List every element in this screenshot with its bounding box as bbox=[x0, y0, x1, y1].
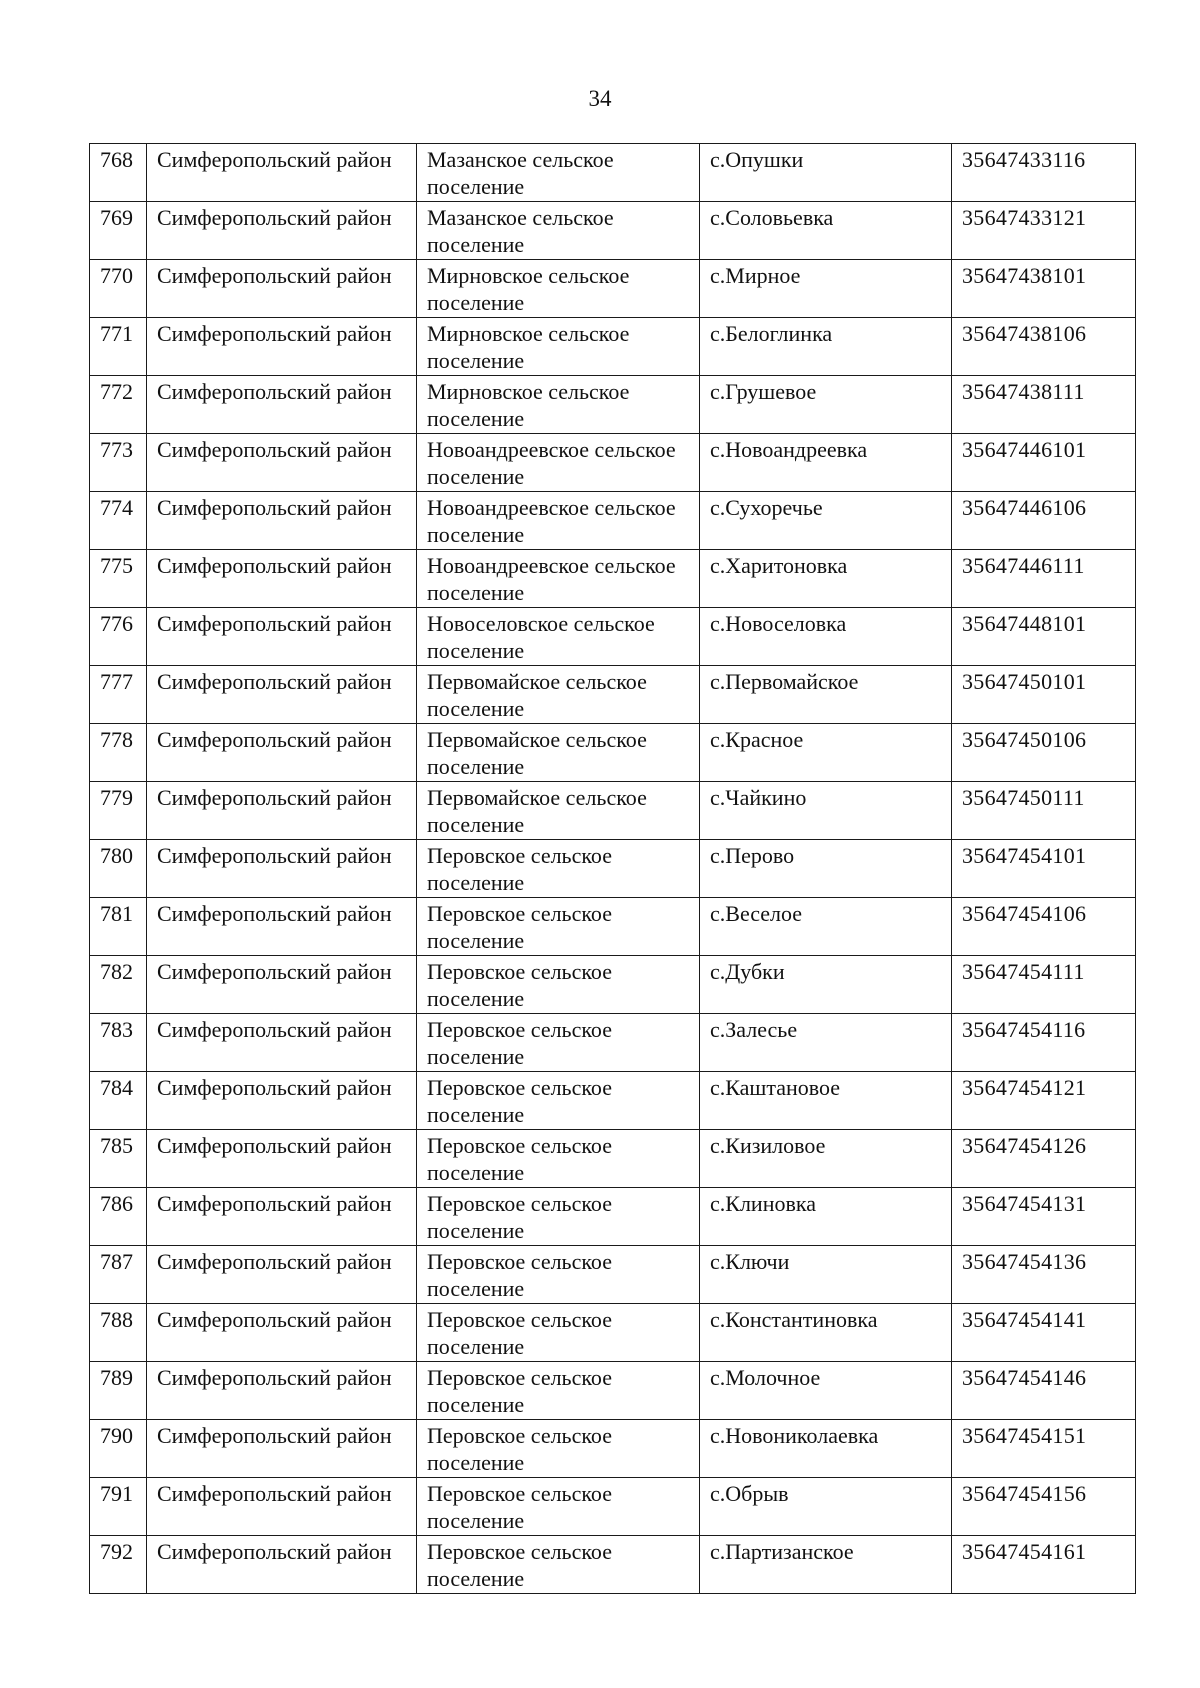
row-number-cell: 782 bbox=[90, 956, 147, 1014]
row-number-cell: 772 bbox=[90, 376, 147, 434]
settlement-cell: Новоандреевское сельское поселение bbox=[417, 550, 700, 608]
oktmo-code-cell: 35647454141 bbox=[952, 1304, 1136, 1362]
oktmo-code-cell: 35647446111 bbox=[952, 550, 1136, 608]
district-cell: Симферопольский район bbox=[147, 1246, 417, 1304]
district-cell: Симферопольский район bbox=[147, 840, 417, 898]
table-row bbox=[90, 724, 1136, 782]
locality-cell: с.Новоандреевка bbox=[700, 434, 952, 492]
locality-cell: с.Веселое bbox=[700, 898, 952, 956]
settlement-cell: Перовское сельское поселение bbox=[417, 1304, 700, 1362]
row-number-cell: 773 bbox=[90, 434, 147, 492]
table-row bbox=[90, 260, 1136, 318]
settlement-cell: Перовское сельское поселение bbox=[417, 1478, 700, 1536]
table-row bbox=[90, 898, 1136, 956]
oktmo-code-cell: 35647433121 bbox=[952, 202, 1136, 260]
settlement-cell: Мирновское сельское поселение bbox=[417, 260, 700, 318]
oktmo-code-cell: 35647454151 bbox=[952, 1420, 1136, 1478]
district-cell: Симферопольский район bbox=[147, 1014, 417, 1072]
settlement-cell: Перовское сельское поселение bbox=[417, 1014, 700, 1072]
row-number-cell: 774 bbox=[90, 492, 147, 550]
district-cell: Симферопольский район bbox=[147, 1362, 417, 1420]
locality-cell: с.Мирное bbox=[700, 260, 952, 318]
oktmo-code-cell: 35647438111 bbox=[952, 376, 1136, 434]
district-cell: Симферопольский район bbox=[147, 898, 417, 956]
table-row bbox=[90, 1130, 1136, 1188]
row-number-cell: 786 bbox=[90, 1188, 147, 1246]
row-number-cell: 769 bbox=[90, 202, 147, 260]
locality-cell: с.Дубки bbox=[700, 956, 952, 1014]
district-cell: Симферопольский район bbox=[147, 724, 417, 782]
table-row bbox=[90, 492, 1136, 550]
district-cell: Симферопольский район bbox=[147, 202, 417, 260]
locality-cell: с.Обрыв bbox=[700, 1478, 952, 1536]
table-row bbox=[90, 1072, 1136, 1130]
locality-cell: с.Залесье bbox=[700, 1014, 952, 1072]
settlement-cell: Первомайское сельское поселение bbox=[417, 782, 700, 840]
locality-cell: с.Соловьевка bbox=[700, 202, 952, 260]
settlement-cell: Новоселовское сельское поселение bbox=[417, 608, 700, 666]
settlement-cell: Мирновское сельское поселение bbox=[417, 376, 700, 434]
row-number-cell: 780 bbox=[90, 840, 147, 898]
district-cell: Симферопольский район bbox=[147, 318, 417, 376]
table-row bbox=[90, 376, 1136, 434]
oktmo-code-cell: 35647448101 bbox=[952, 608, 1136, 666]
district-cell: Симферопольский район bbox=[147, 376, 417, 434]
row-number-cell: 789 bbox=[90, 1362, 147, 1420]
settlement-cell: Перовское сельское поселение bbox=[417, 956, 700, 1014]
oktmo-code-cell: 35647454121 bbox=[952, 1072, 1136, 1130]
row-number-cell: 777 bbox=[90, 666, 147, 724]
district-cell: Симферопольский район bbox=[147, 550, 417, 608]
oktmo-code-cell: 35647438101 bbox=[952, 260, 1136, 318]
oktmo-code-cell: 35647454101 bbox=[952, 840, 1136, 898]
table-row bbox=[90, 782, 1136, 840]
locality-cell: с.Чайкино bbox=[700, 782, 952, 840]
settlements-table bbox=[89, 143, 1136, 1594]
district-cell: Симферопольский район bbox=[147, 666, 417, 724]
locality-cell: с.Партизанское bbox=[700, 1536, 952, 1594]
district-cell: Симферопольский район bbox=[147, 608, 417, 666]
table-row bbox=[90, 1246, 1136, 1304]
settlement-cell: Перовское сельское поселение bbox=[417, 1188, 700, 1246]
table-row bbox=[90, 1478, 1136, 1536]
oktmo-code-cell: 35647454111 bbox=[952, 956, 1136, 1014]
locality-cell: с.Опушки bbox=[700, 144, 952, 202]
settlement-cell: Перовское сельское поселение bbox=[417, 1072, 700, 1130]
row-number-cell: 787 bbox=[90, 1246, 147, 1304]
oktmo-code-cell: 35647454126 bbox=[952, 1130, 1136, 1188]
oktmo-code-cell: 35647454156 bbox=[952, 1478, 1136, 1536]
district-cell: Симферопольский район bbox=[147, 956, 417, 1014]
oktmo-code-cell: 35647450101 bbox=[952, 666, 1136, 724]
locality-cell: с.Каштановое bbox=[700, 1072, 952, 1130]
district-cell: Симферопольский район bbox=[147, 1304, 417, 1362]
locality-cell: с.Ключи bbox=[700, 1246, 952, 1304]
locality-cell: с.Новоселовка bbox=[700, 608, 952, 666]
district-cell: Симферопольский район bbox=[147, 492, 417, 550]
row-number-cell: 785 bbox=[90, 1130, 147, 1188]
settlement-cell: Мирновское сельское поселение bbox=[417, 318, 700, 376]
row-number-cell: 768 bbox=[90, 144, 147, 202]
district-cell: Симферопольский район bbox=[147, 144, 417, 202]
row-number-cell: 771 bbox=[90, 318, 147, 376]
row-number-cell: 788 bbox=[90, 1304, 147, 1362]
locality-cell: с.Первомайское bbox=[700, 666, 952, 724]
locality-cell: с.Белоглинка bbox=[700, 318, 952, 376]
settlement-cell: Перовское сельское поселение bbox=[417, 1536, 700, 1594]
table-row bbox=[90, 956, 1136, 1014]
locality-cell: с.Клиновка bbox=[700, 1188, 952, 1246]
locality-cell: с.Молочное bbox=[700, 1362, 952, 1420]
page-number: 34 bbox=[588, 86, 612, 111]
oktmo-code-cell: 35647433116 bbox=[952, 144, 1136, 202]
settlement-cell: Мазанское сельское поселение bbox=[417, 202, 700, 260]
district-cell: Симферопольский район bbox=[147, 260, 417, 318]
oktmo-code-cell: 35647450111 bbox=[952, 782, 1136, 840]
oktmo-code-cell: 35647454116 bbox=[952, 1014, 1136, 1072]
locality-cell: с.Константиновка bbox=[700, 1304, 952, 1362]
settlement-cell: Перовское сельское поселение bbox=[417, 1246, 700, 1304]
oktmo-code-cell: 35647454146 bbox=[952, 1362, 1136, 1420]
settlement-cell: Новоандреевское сельское поселение bbox=[417, 492, 700, 550]
table-row bbox=[90, 608, 1136, 666]
table-row bbox=[90, 1188, 1136, 1246]
table-row bbox=[90, 318, 1136, 376]
settlement-cell: Перовское сельское поселение bbox=[417, 1362, 700, 1420]
row-number-cell: 776 bbox=[90, 608, 147, 666]
table-row bbox=[90, 1536, 1136, 1594]
row-number-cell: 783 bbox=[90, 1014, 147, 1072]
row-number-cell: 790 bbox=[90, 1420, 147, 1478]
table-row bbox=[90, 144, 1136, 202]
row-number-cell: 775 bbox=[90, 550, 147, 608]
oktmo-code-cell: 35647454136 bbox=[952, 1246, 1136, 1304]
district-cell: Симферопольский район bbox=[147, 1130, 417, 1188]
settlement-cell: Первомайское сельское поселение bbox=[417, 724, 700, 782]
oktmo-code-cell: 35647446101 bbox=[952, 434, 1136, 492]
settlement-cell: Перовское сельское поселение bbox=[417, 840, 700, 898]
table-row bbox=[90, 1420, 1136, 1478]
settlements-table-body bbox=[90, 144, 1136, 1594]
row-number-cell: 779 bbox=[90, 782, 147, 840]
table-row bbox=[90, 1304, 1136, 1362]
table-row bbox=[90, 1362, 1136, 1420]
district-cell: Симферопольский район bbox=[147, 1478, 417, 1536]
oktmo-code-cell: 35647454161 bbox=[952, 1536, 1136, 1594]
settlement-cell: Перовское сельское поселение bbox=[417, 1130, 700, 1188]
district-cell: Симферопольский район bbox=[147, 1536, 417, 1594]
row-number-cell: 770 bbox=[90, 260, 147, 318]
locality-cell: с.Новониколаевка bbox=[700, 1420, 952, 1478]
locality-cell: с.Красное bbox=[700, 724, 952, 782]
oktmo-code-cell: 35647454106 bbox=[952, 898, 1136, 956]
row-number-cell: 781 bbox=[90, 898, 147, 956]
settlement-cell: Мазанское сельское поселение bbox=[417, 144, 700, 202]
table-row bbox=[90, 550, 1136, 608]
district-cell: Симферопольский район bbox=[147, 782, 417, 840]
table-row bbox=[90, 1014, 1136, 1072]
row-number-cell: 791 bbox=[90, 1478, 147, 1536]
oktmo-code-cell: 35647454131 bbox=[952, 1188, 1136, 1246]
table-row bbox=[90, 434, 1136, 492]
district-cell: Симферопольский район bbox=[147, 1072, 417, 1130]
district-cell: Симферопольский район bbox=[147, 1420, 417, 1478]
locality-cell: с.Кизиловое bbox=[700, 1130, 952, 1188]
locality-cell: с.Харитоновка bbox=[700, 550, 952, 608]
district-cell: Симферопольский район bbox=[147, 434, 417, 492]
locality-cell: с.Грушевое bbox=[700, 376, 952, 434]
settlement-cell: Новоандреевское сельское поселение bbox=[417, 434, 700, 492]
oktmo-code-cell: 35647450106 bbox=[952, 724, 1136, 782]
table-row bbox=[90, 202, 1136, 260]
oktmo-code-cell: 35647438106 bbox=[952, 318, 1136, 376]
table-row bbox=[90, 666, 1136, 724]
settlement-cell: Перовское сельское поселение bbox=[417, 898, 700, 956]
district-cell: Симферопольский район bbox=[147, 1188, 417, 1246]
oktmo-code-cell: 35647446106 bbox=[952, 492, 1136, 550]
settlement-cell: Перовское сельское поселение bbox=[417, 1420, 700, 1478]
row-number-cell: 784 bbox=[90, 1072, 147, 1130]
settlement-cell: Первомайское сельское поселение bbox=[417, 666, 700, 724]
row-number-cell: 792 bbox=[90, 1536, 147, 1594]
locality-cell: с.Перово bbox=[700, 840, 952, 898]
locality-cell: с.Сухоречье bbox=[700, 492, 952, 550]
row-number-cell: 778 bbox=[90, 724, 147, 782]
table-row bbox=[90, 840, 1136, 898]
